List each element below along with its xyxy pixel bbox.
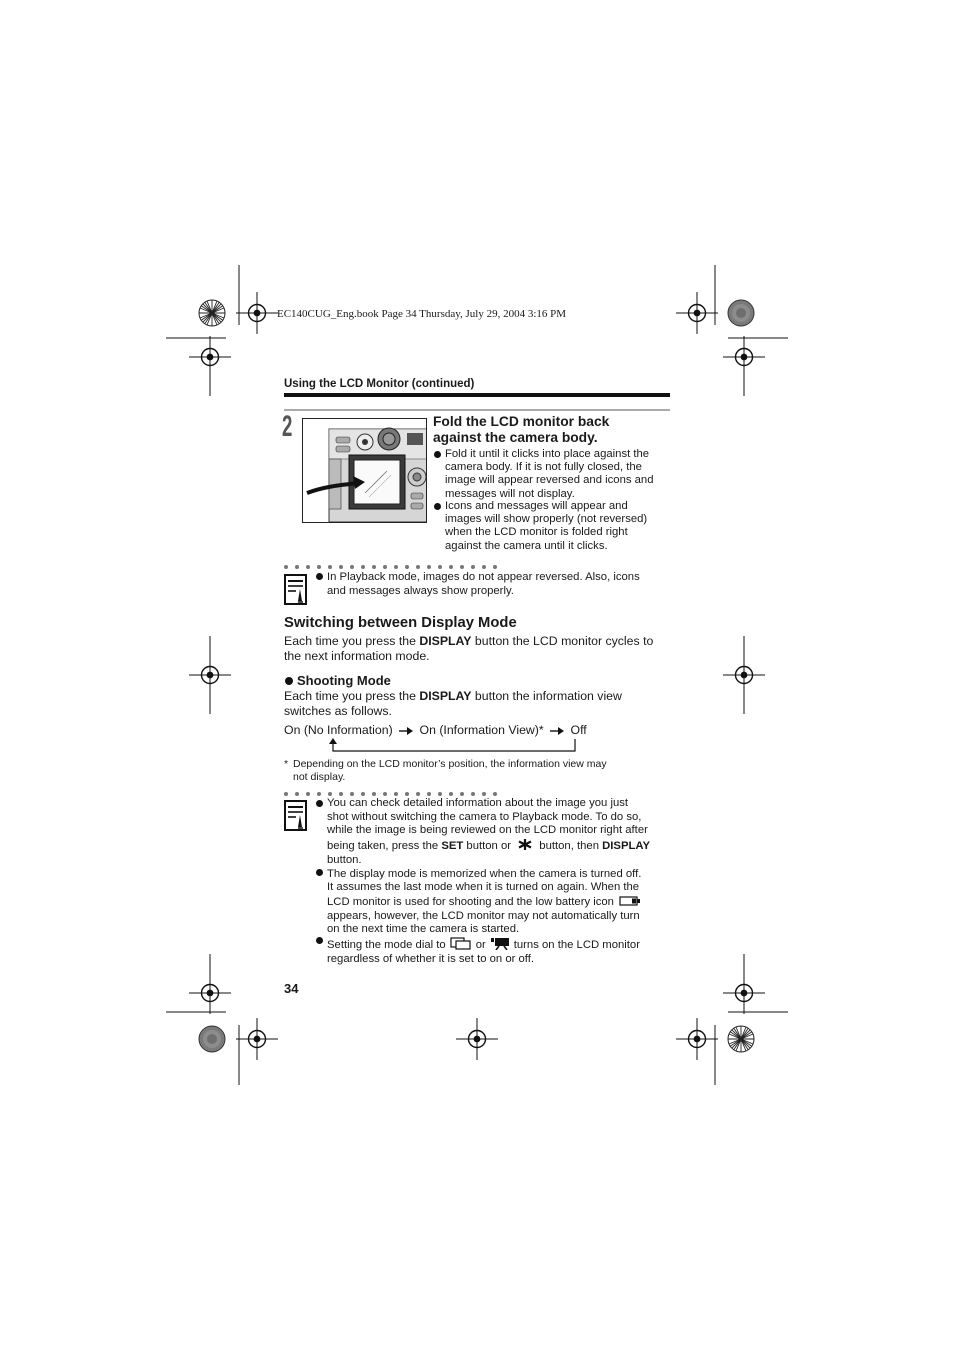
bullet-icon (316, 800, 323, 807)
low-battery-icon (619, 895, 641, 906)
text-line: image will appear reversed and icons and (445, 474, 654, 487)
text-line (284, 634, 653, 649)
header-rule (284, 393, 670, 397)
flow-step-off: Off (570, 723, 587, 737)
text-line: messages will not display. (445, 487, 575, 500)
footnote-mark: * (284, 758, 289, 770)
text-line: Icons and messages will appear and (445, 500, 628, 512)
memo-note-icon (284, 800, 307, 831)
flow-return-arrow-icon (326, 738, 578, 754)
auto-mode-icon (450, 937, 472, 950)
flow-step-info-view: On (Information View)* (419, 723, 544, 737)
camera-illustration (302, 418, 427, 523)
text-line: and messages always show properly. (327, 585, 514, 597)
text-line: regardless of whether it is set to on or off. (327, 952, 535, 965)
step-title-line: against the camera body. (433, 430, 598, 445)
display-key-label: DISPLAY (419, 689, 472, 703)
text-line (327, 895, 650, 910)
section-intro (284, 634, 653, 664)
text-line: not display. (293, 770, 346, 783)
text-line: when the LCD monitor is folded right (445, 526, 628, 539)
arrow-right-icon (549, 726, 565, 736)
text-line: appears, however, the LCD monitor may not automatically turn (327, 909, 640, 922)
shooting-mode-heading: Shooting Mode (297, 673, 391, 688)
text-run: button or (463, 840, 515, 853)
text-line: images will show properly (not reversed) (445, 513, 648, 526)
display-key-label: DISPLAY (602, 840, 651, 853)
flow-step-no-info: On (No Information) (284, 723, 393, 737)
memo-note-icon (284, 574, 307, 605)
step-bullet-1 (445, 448, 654, 501)
text-line: button. (327, 853, 362, 866)
text-line: on the next time the camera is started. (327, 923, 520, 936)
bullet-icon (285, 677, 293, 685)
text-run: LCD monitor is used for shooting and the low battery icon (327, 895, 614, 908)
text-run: or (475, 939, 486, 952)
text-line: You can check detailed information about the image you just (327, 797, 629, 809)
text-line (284, 689, 622, 704)
text-run: being taken, press the (327, 840, 442, 853)
page-number: 34 (284, 981, 299, 996)
text-line (327, 838, 650, 854)
text-run: button the information view (471, 689, 622, 703)
text-line: The display mode is memorized when the camera is turned off. (327, 867, 642, 880)
text-line: Fold it until it clicks into place against the (445, 448, 650, 460)
text-run: button, then (536, 840, 603, 853)
bullet-icon (316, 869, 323, 876)
text-run: Each time you press the (284, 689, 420, 703)
step-number: 2 (282, 410, 293, 443)
note2-text (327, 797, 650, 966)
shooting-text (284, 689, 622, 719)
set-key-label: SET (441, 840, 464, 853)
text-line: shot without switching the camera to Playback mode. To do so, (327, 810, 642, 823)
text-line: Depending on the LCD monitor’s position, the information view may (293, 758, 607, 770)
running-head: Using the LCD Monitor (continued) (284, 378, 475, 390)
arrow-right-icon (398, 726, 414, 736)
text-line (327, 937, 650, 953)
text-line: switches as follows. (284, 703, 392, 718)
text-line: In Playback mode, images do not appear reversed. Also, icons (327, 571, 640, 583)
display-mode-flow (284, 723, 587, 738)
step-title-line: Fold the LCD monitor back (433, 414, 610, 429)
text-run: turns on the LCD monitor (513, 939, 640, 952)
footnote (284, 758, 607, 783)
step-title (433, 414, 609, 446)
text-run: button the LCD monitor cycles to (471, 634, 654, 648)
text-run: Setting the mode dial to (327, 939, 446, 952)
bullet-icon (316, 573, 323, 580)
bullet-icon (434, 451, 441, 458)
text-line: camera body. If it is not fully closed, the (445, 461, 642, 474)
text-line: against the camera until it clicks. (445, 539, 608, 552)
section-heading: Switching between Display Mode (284, 615, 517, 631)
step-bullet-2 (445, 500, 647, 553)
text-line: while the image is being reviewed on the LCD monitor right after (327, 824, 648, 837)
note1-text (327, 570, 640, 598)
step-rule (284, 409, 670, 411)
star-button-icon (517, 838, 533, 851)
bullet-icon (316, 937, 323, 944)
bullet-icon (434, 503, 441, 510)
text-run: Each time you press the (284, 634, 420, 648)
book-meta-line: EC140CUG_Eng.book Page 34 Thursday, July 29, 2004 3:16 PM (277, 308, 567, 320)
movie-mode-icon (490, 937, 510, 950)
text-line: the next information mode. (284, 648, 430, 663)
text-line: It assumes the last mode when it is turned on again. When the (327, 881, 640, 894)
display-key-label: DISPLAY (419, 634, 472, 648)
